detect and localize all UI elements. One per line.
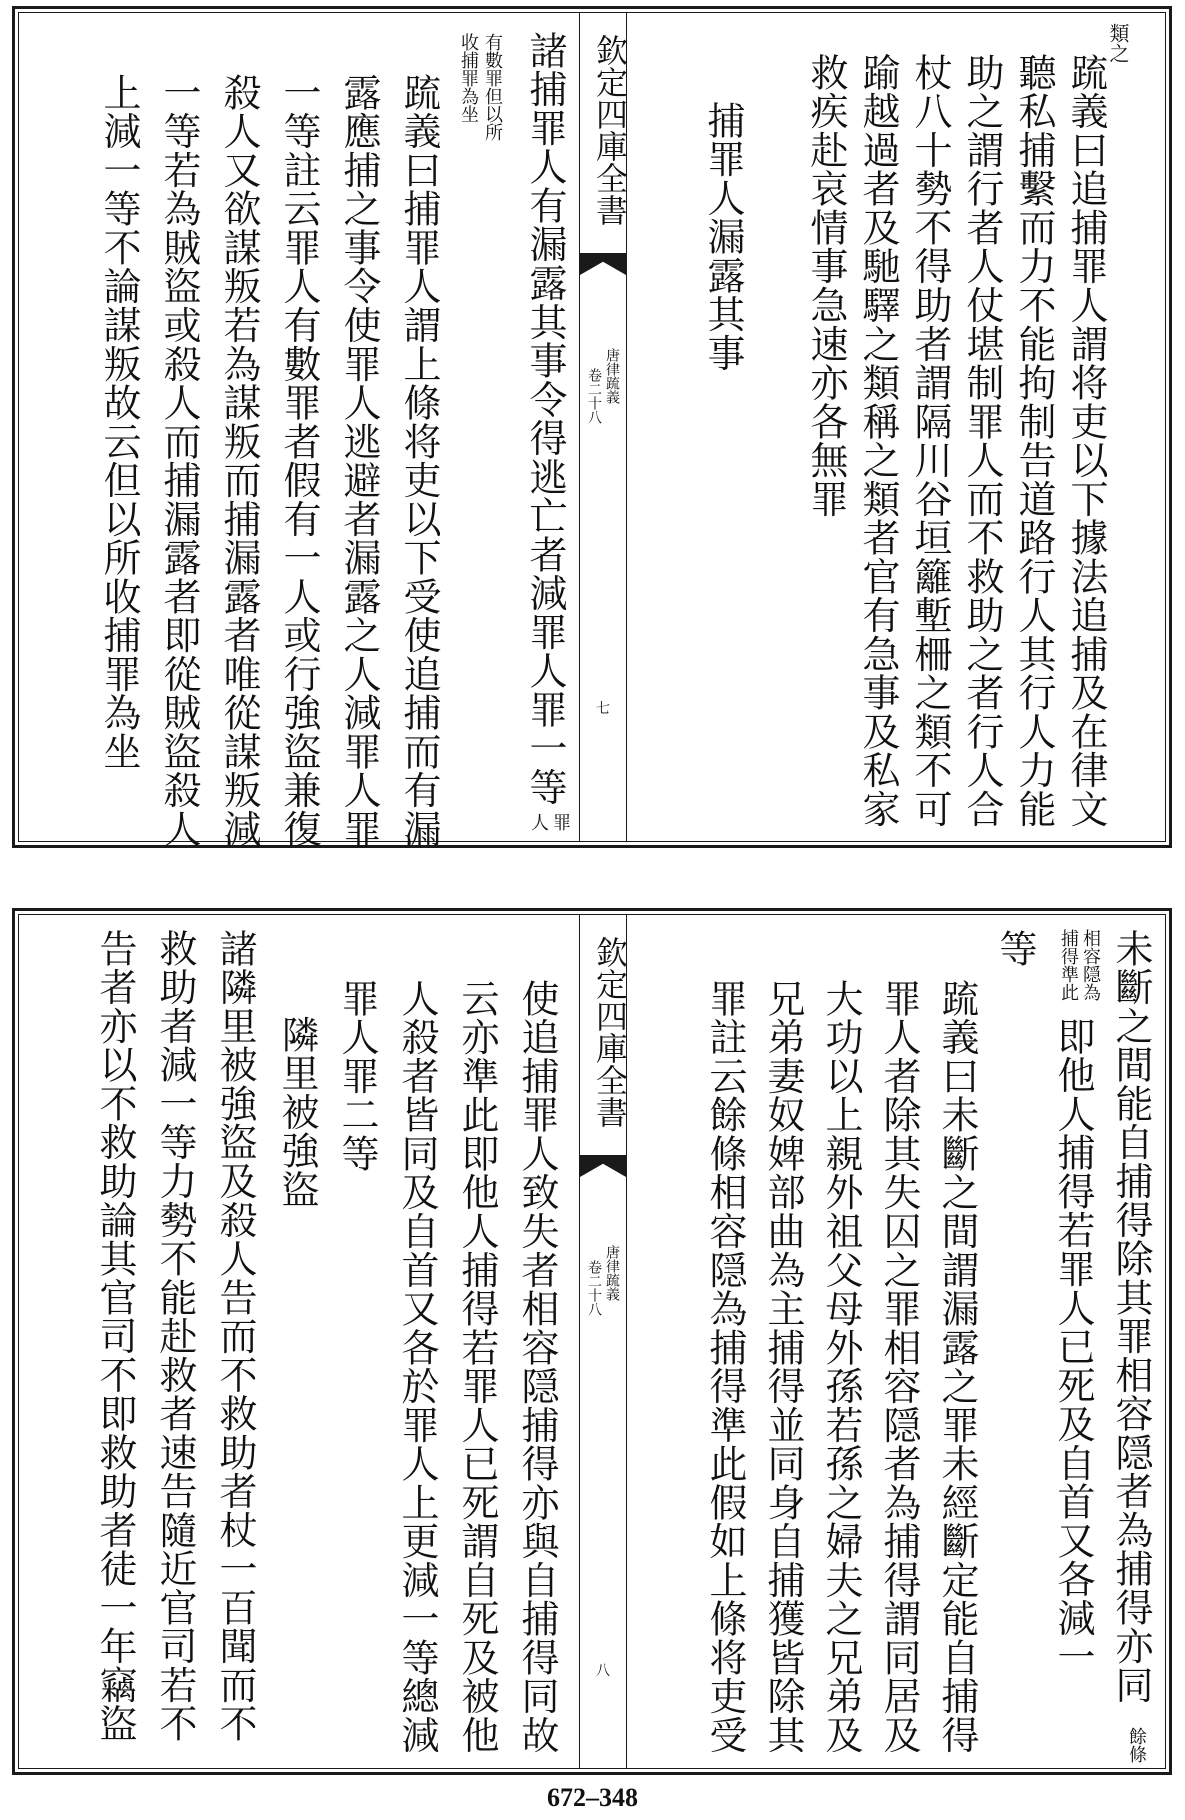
text-column: 杖八十勢不得助者謂隔川谷垣籬塹柵之類不可 (908, 53, 952, 829)
text-column: 䟽義曰捕罪人謂上條将吏以下受使追捕而有漏 (397, 73, 441, 849)
text-column: 一等註云罪人有數罪者假有一人或行強盜兼復 (277, 73, 321, 849)
annotation-tail: 罪人 (528, 813, 571, 831)
interlinear-note: 相容隠為 (1080, 929, 1101, 1001)
text-column: 人殺者皆同及自首又各於罪人上更減一等總減 (395, 979, 439, 1755)
text-column: 䟽義曰未斷之間謂漏露之罪未經斷定能自捕得 (935, 979, 979, 1755)
text-column: 救助者減一等力勢不能赴救者速告隨近官司若不 (153, 929, 197, 1743)
text-column: 一等若為賊盜或殺人而捕漏露者即從賊盜殺人 (157, 73, 201, 849)
bottom-page (12, 908, 1172, 1775)
header-label: 類之 (1106, 23, 1130, 63)
bottom-page-frame (18, 914, 1166, 1769)
section-heading: 捕罪人漏露其事 (701, 101, 745, 373)
volume-number: 卷二十八 (586, 368, 602, 424)
book-title: 唐律䟽義 (604, 1245, 620, 1301)
page-reference: 672–348 (547, 1783, 638, 1812)
top-page-frame (18, 12, 1166, 849)
center-bar (579, 915, 627, 1768)
text-column: 罪人罪二等 (335, 979, 379, 1173)
text-column: 諸捕罪人有漏露其事令得逃亡者減罪人罪一等 (523, 31, 567, 807)
book-series-title: 欽定四庫全書 (591, 936, 629, 1128)
annotation-tail: 餘條 (1126, 1727, 1147, 1763)
text-column: 諸隣里被強盜及殺人告而不救助者杖一百聞而不 (213, 929, 257, 1743)
text-column: 大功以上親外祖父母外孫若孫之婦夫之兄弟及 (819, 979, 863, 1755)
fish-tail-mark (580, 253, 626, 275)
book-title: 唐律䟽義 (604, 348, 620, 404)
text-column: 殺人又欲謀叛若為謀叛而捕漏露者唯從謀叛減 (217, 73, 261, 849)
text-column: 上減一等不論謀叛故云但以所收捕罪為坐 (97, 73, 141, 771)
text-column: 等 (993, 929, 1037, 968)
text-column: 罪人者除其失囚之罪相容隠者為捕得謂同居及 (877, 979, 921, 1755)
fish-tail-mark (580, 1155, 626, 1177)
text-column: 使追捕罪人致失者相容隠捕得亦與自捕得同故 (515, 979, 559, 1755)
text-column: 兄弟妻奴婢部曲為主捕得並同身自捕獲皆除其 (761, 979, 805, 1755)
text-column: 救疾赴哀情事急速亦各無罪 (804, 53, 848, 519)
top-page (12, 6, 1172, 848)
text-column: 云亦準此即他人捕得若罪人已死謂自死及被他 (455, 979, 499, 1755)
text-column: 即他人捕得若罪人已死及自首又各減一 (1051, 1017, 1095, 1676)
text-column: 露應捕之事令使罪人逃避者漏露之人減罪人罪 (337, 73, 381, 849)
center-bar (579, 13, 627, 841)
text-column: 䟽義曰追捕罪人謂将吏以下據法追捕及在律文 (1064, 53, 1108, 829)
volume-number: 卷二十八 (586, 1260, 602, 1316)
folio-number: 七 (596, 701, 610, 717)
text-column: 罪註云餘條相容隠為捕得準此假如上條将吏受 (703, 979, 747, 1755)
folio-number: 八 (596, 1663, 610, 1679)
text-column: 未斷之間能自捕得除其罪相容隠者為捕得亦同 (1109, 929, 1153, 1705)
book-series-title: 欽定四庫全書 (591, 34, 629, 226)
interlinear-note: 有數罪但以所 (482, 33, 503, 141)
text-column: 告者亦以不救助論其官司不即救助者徒一年竊盜 (93, 929, 137, 1743)
text-column: 助之謂行者人仗堪制罪人而不救助之者行人合 (960, 53, 1004, 829)
interlinear-note: 收捕罪為坐 (458, 33, 479, 123)
section-heading: 隣里被強盜 (275, 1015, 319, 1209)
text-column: 踰越過者及馳驛之類稱之類者官有急事及私家 (856, 53, 900, 829)
interlinear-note: 捕得準此 (1058, 929, 1079, 1001)
text-column: 聽私捕繫而力不能拘制告道路行人其行人力能 (1012, 53, 1056, 829)
